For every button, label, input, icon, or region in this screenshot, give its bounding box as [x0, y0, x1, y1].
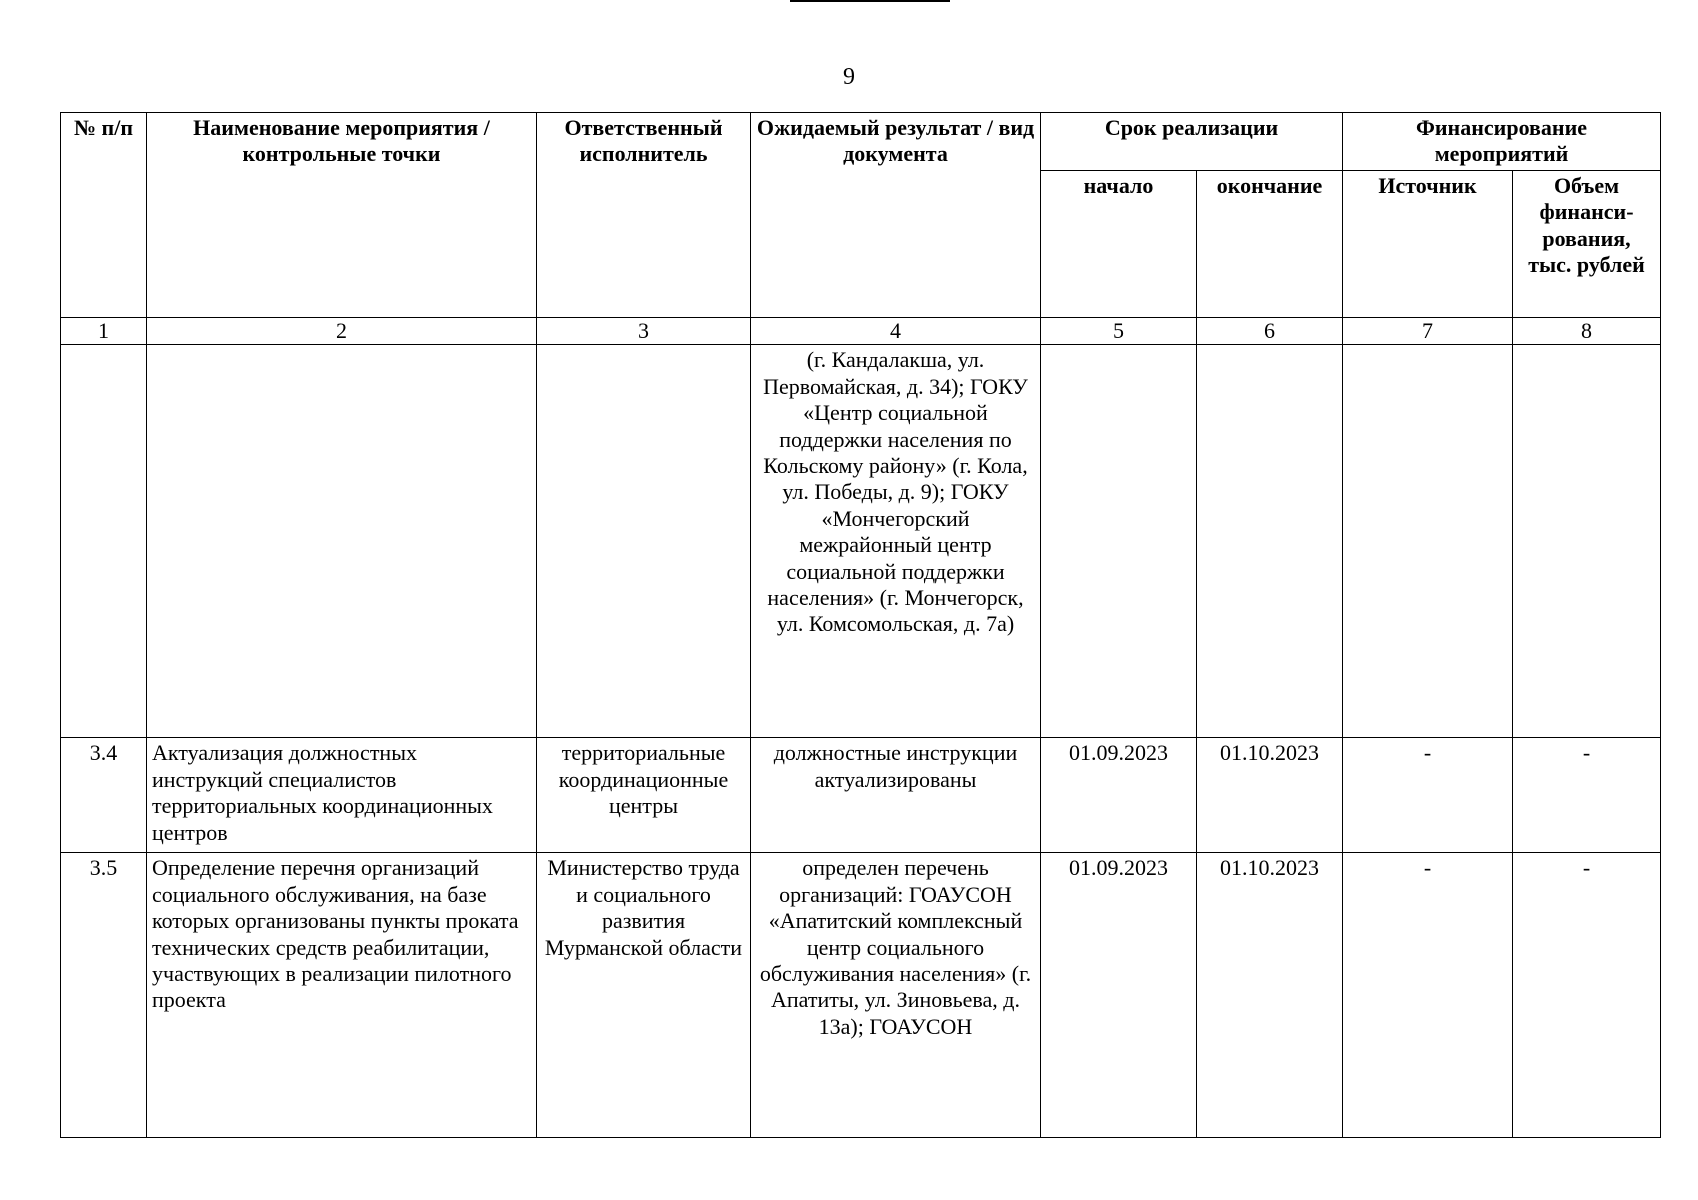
header-executor: Ответственный исполнитель	[537, 113, 751, 318]
header-result: Ожидаемый результат / вид документа	[751, 113, 1041, 318]
row-executor: Министерство труда и социального развития Мурманской области	[537, 853, 751, 1138]
row-result: должностные инструкции актуализированы	[751, 738, 1041, 853]
row-end: 01.10.2023	[1197, 738, 1343, 853]
page-number: 9	[843, 64, 855, 90]
row-executor: территориальные координационные центры	[537, 738, 751, 853]
table-row	[61, 738, 1661, 853]
row-name	[147, 345, 537, 738]
row-end: 01.10.2023	[1197, 853, 1343, 1138]
row-num: 3.5	[61, 853, 147, 1138]
header-start: начало	[1041, 170, 1197, 317]
header-source: Источник	[1343, 170, 1513, 317]
row-end	[1197, 345, 1343, 738]
row-source: -	[1343, 853, 1513, 1138]
activities-table	[60, 112, 1661, 1138]
column-number: 7	[1343, 318, 1513, 345]
row-result: определен перечень организаций: ГОАУСОН «Апатитский комплексный центр социального обслуживания населения» (г. Апатиты, ул. Зиновьева, д. 13а); ГОАУСОН	[751, 853, 1041, 1138]
table-row	[61, 345, 1661, 738]
row-start: 01.09.2023	[1041, 853, 1197, 1138]
column-number: 4	[751, 318, 1041, 345]
row-volume	[1513, 345, 1661, 738]
column-number: 5	[1041, 318, 1197, 345]
table-row	[61, 853, 1661, 1138]
header-volume: Объем финанси-рования, тыс. рублей	[1513, 170, 1661, 317]
row-name: Определение перечня организаций социального обслуживания, на базе которых организованы пункты проката технических средств реабилитации, участвующих в реализации пилотного проекта	[147, 853, 537, 1138]
column-number: 3	[537, 318, 751, 345]
column-number: 8	[1513, 318, 1661, 345]
header-name: Наименование мероприятия / контрольные точки	[147, 113, 537, 318]
column-number: 2	[147, 318, 537, 345]
top-rule	[790, 0, 950, 2]
header-period: Срок реализации	[1041, 113, 1343, 171]
column-number-row	[61, 318, 1661, 345]
header-num: № п/п	[61, 113, 147, 318]
row-volume: -	[1513, 853, 1661, 1138]
row-num: 3.4	[61, 738, 147, 853]
row-source: -	[1343, 738, 1513, 853]
row-volume: -	[1513, 738, 1661, 853]
column-number: 6	[1197, 318, 1343, 345]
row-result: (г. Кандалакша, ул. Первомайская, д. 34); ГОКУ «Центр социальной поддержки населения по Кольскому району» (г. Кола, ул. Победы, д. 9); ГОКУ «Мончегорский межрайонный центр социальной поддержки населения» (г. Мончегорск, ул. Комсомольская, д. 7а)	[751, 345, 1041, 738]
column-number: 1	[61, 318, 147, 345]
row-executor	[537, 345, 751, 738]
row-source	[1343, 345, 1513, 738]
row-name: Актуализация должностных инструкций специалистов территориальных координационных центров	[147, 738, 537, 853]
header-end: окончание	[1197, 170, 1343, 317]
row-num	[61, 345, 147, 738]
row-start: 01.09.2023	[1041, 738, 1197, 853]
row-start	[1041, 345, 1197, 738]
header-finance: Финансирование мероприятий	[1343, 113, 1661, 171]
